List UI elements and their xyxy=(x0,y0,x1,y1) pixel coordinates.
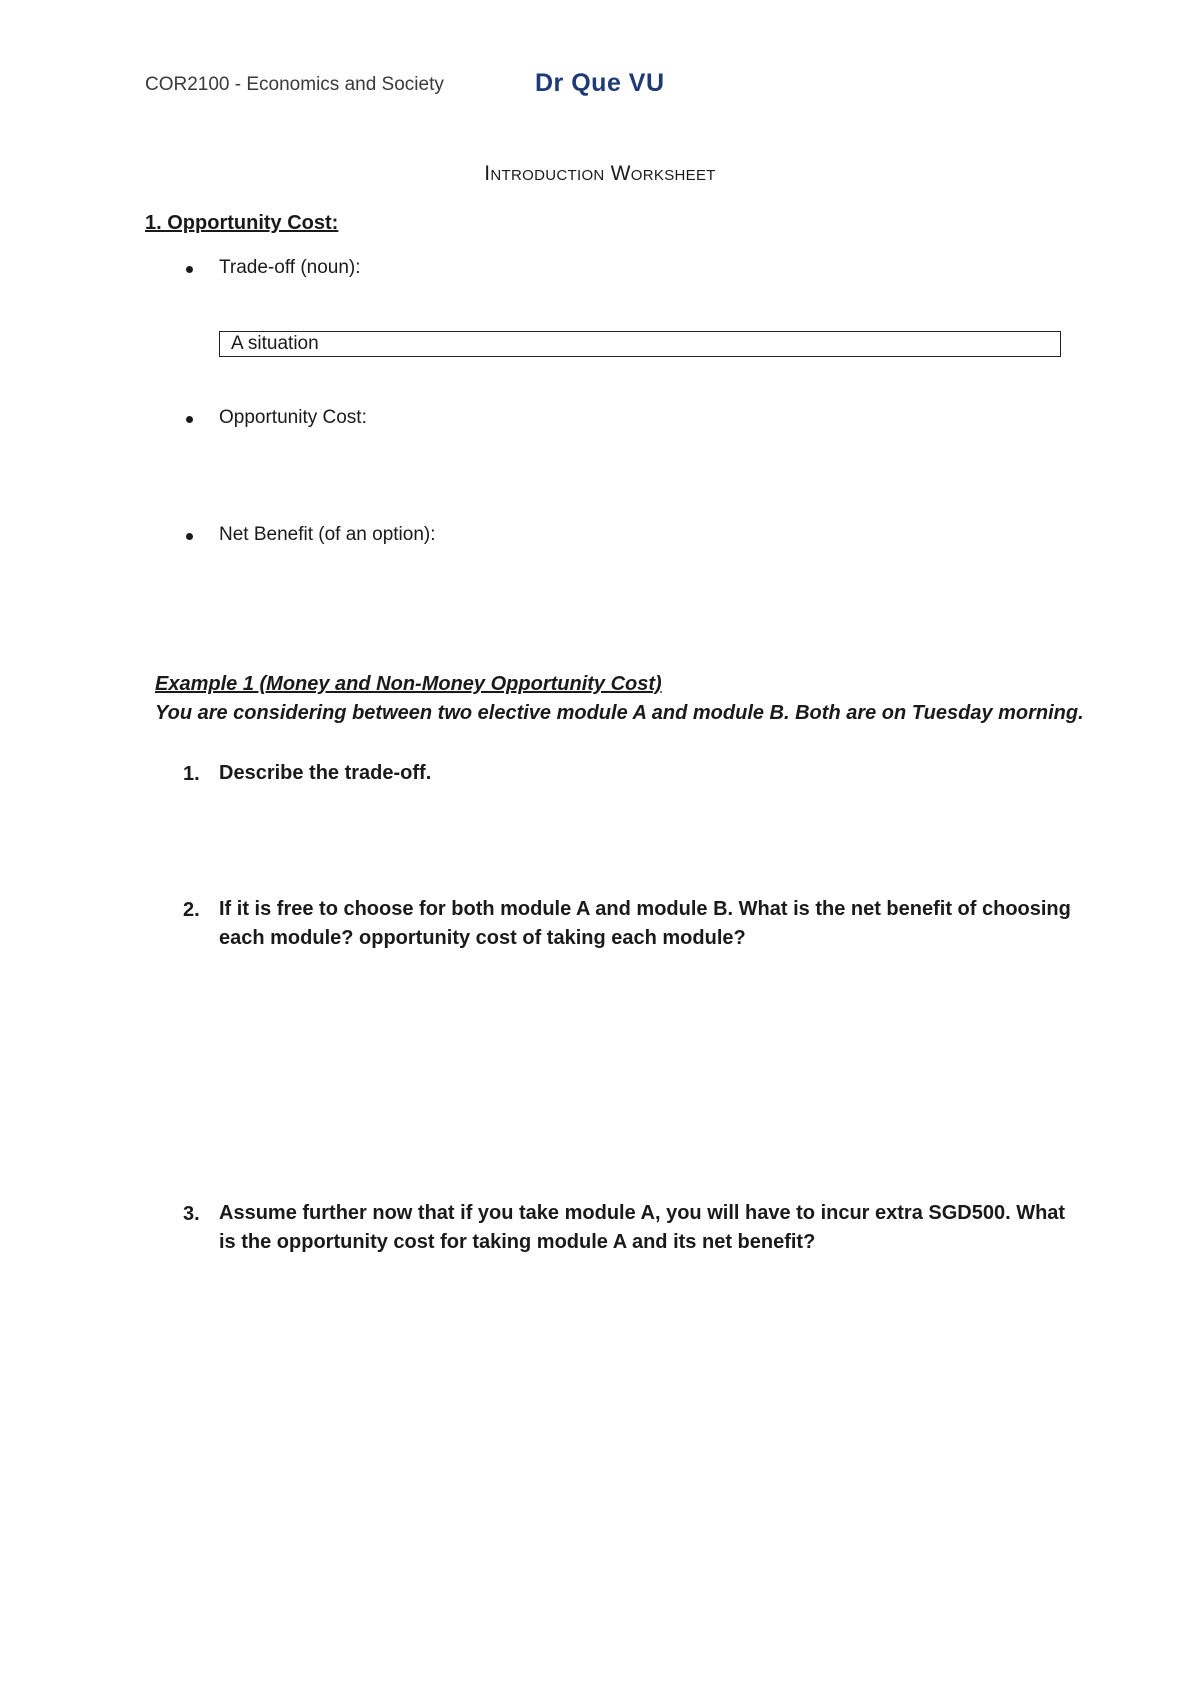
bullet-trade-off: Trade-off (noun): xyxy=(219,257,361,278)
author-name: Dr Que VU xyxy=(535,69,665,97)
question-number: 2. xyxy=(183,899,200,921)
bullet-net-benefit: Net Benefit (of an option): xyxy=(219,524,436,545)
example-heading: Example 1 (Money and Non-Money Opportunity Cost) xyxy=(155,673,662,695)
bullet-dot xyxy=(186,416,193,423)
question-text: Describe the trade-off. xyxy=(219,762,432,784)
bullet-dot xyxy=(186,266,193,273)
course-header: COR2100 - Economics and Society xyxy=(145,74,444,95)
question-number: 1. xyxy=(183,763,200,785)
question-text: Assume further now that if you take module A, you will have to incur extra SGD500. What is the opportunity cost for taking module A and its net benefit? xyxy=(219,1202,1066,1253)
page-title: Introduction Worksheet xyxy=(484,162,716,185)
question-text: If it is free to choose for both module A and module B. What is the net benefit of choosing each module? opportunity cost of taking each module? xyxy=(219,898,1071,949)
example-description: You are considering between two elective module A and module B. Both are on Tuesday morning. xyxy=(155,702,1084,724)
section-heading-opportunity-cost: 1. Opportunity Cost: xyxy=(145,212,339,234)
bullet-dot xyxy=(186,533,193,540)
bullet-opportunity-cost: Opportunity Cost: xyxy=(219,407,367,428)
answer-field[interactable]: A situation xyxy=(219,331,1061,357)
question-number: 3. xyxy=(183,1203,200,1225)
